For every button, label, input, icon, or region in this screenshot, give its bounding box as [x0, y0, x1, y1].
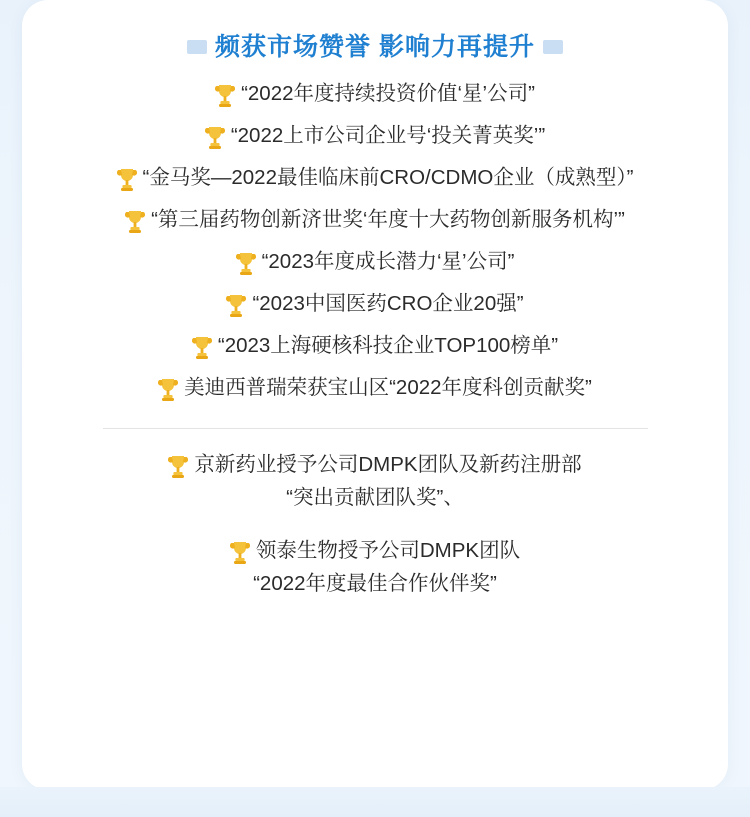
list-item: [40, 451, 710, 515]
trophy-icon: [205, 125, 225, 151]
award-text: “2023上海硬核科技企业TOP100榜单”: [217, 334, 559, 357]
award-text: “金马奖—2022最佳临床前CRO/CDMO企业（成熟型）”: [142, 166, 634, 189]
award-text: “2023中国医药CRO企业20强”: [252, 292, 524, 315]
trophy-icon: [117, 167, 137, 193]
trophy-icon: [158, 377, 178, 403]
award-text: “第三届药物创新济世奖‘年度十大药物创新服务机构’”: [151, 208, 625, 231]
award-text: “2022上市公司企业号‘投关菁英奖’”: [230, 124, 546, 147]
trophy-icon: [215, 83, 235, 109]
section-divider: [103, 428, 648, 429]
trophy-icon: [125, 209, 145, 235]
list-item: [40, 248, 710, 276]
list-item: [40, 374, 710, 402]
partner-awards-list: [22, 451, 728, 601]
title-decoration-right-icon: [543, 40, 563, 54]
title-decoration-left-icon: [187, 40, 207, 54]
partner-text-secondary: “2022年度最佳合作伙伴奖”: [253, 572, 497, 595]
partner-line-primary: [40, 537, 710, 565]
award-text: 美迪西普瑞荣获宝山区“2022年度科创贡献奖”: [184, 376, 592, 399]
page-title: [22, 24, 728, 70]
partner-text: 领泰生物授予公司DMPK团队: [255, 539, 521, 562]
content-card: [22, 0, 728, 790]
list-item: [40, 537, 710, 601]
partner-text-secondary: “突出贡献团队奖”、: [286, 486, 464, 509]
partner-line-primary: [40, 451, 710, 479]
page-bottom-strip: [0, 787, 750, 817]
trophy-icon: [226, 293, 246, 319]
partner-text: 京新药业授予公司DMPK团队及新药注册部: [194, 453, 582, 476]
trophy-icon: [192, 335, 212, 361]
list-item: [40, 206, 710, 234]
trophy-icon: [230, 540, 250, 566]
list-item: [40, 332, 710, 360]
trophy-icon: [236, 251, 256, 277]
awards-list: [22, 80, 728, 402]
list-item: [40, 164, 710, 192]
list-item: [40, 80, 710, 108]
list-item: [40, 122, 710, 150]
award-text: “2023年度成长潜力‘星’公司”: [261, 250, 515, 273]
page-title-text: 频获市场赞誉 影响力再提升: [215, 33, 535, 61]
list-item: [40, 290, 710, 318]
award-text: “2022年度持续投资价值‘星’公司”: [241, 82, 535, 105]
trophy-icon: [168, 454, 188, 480]
